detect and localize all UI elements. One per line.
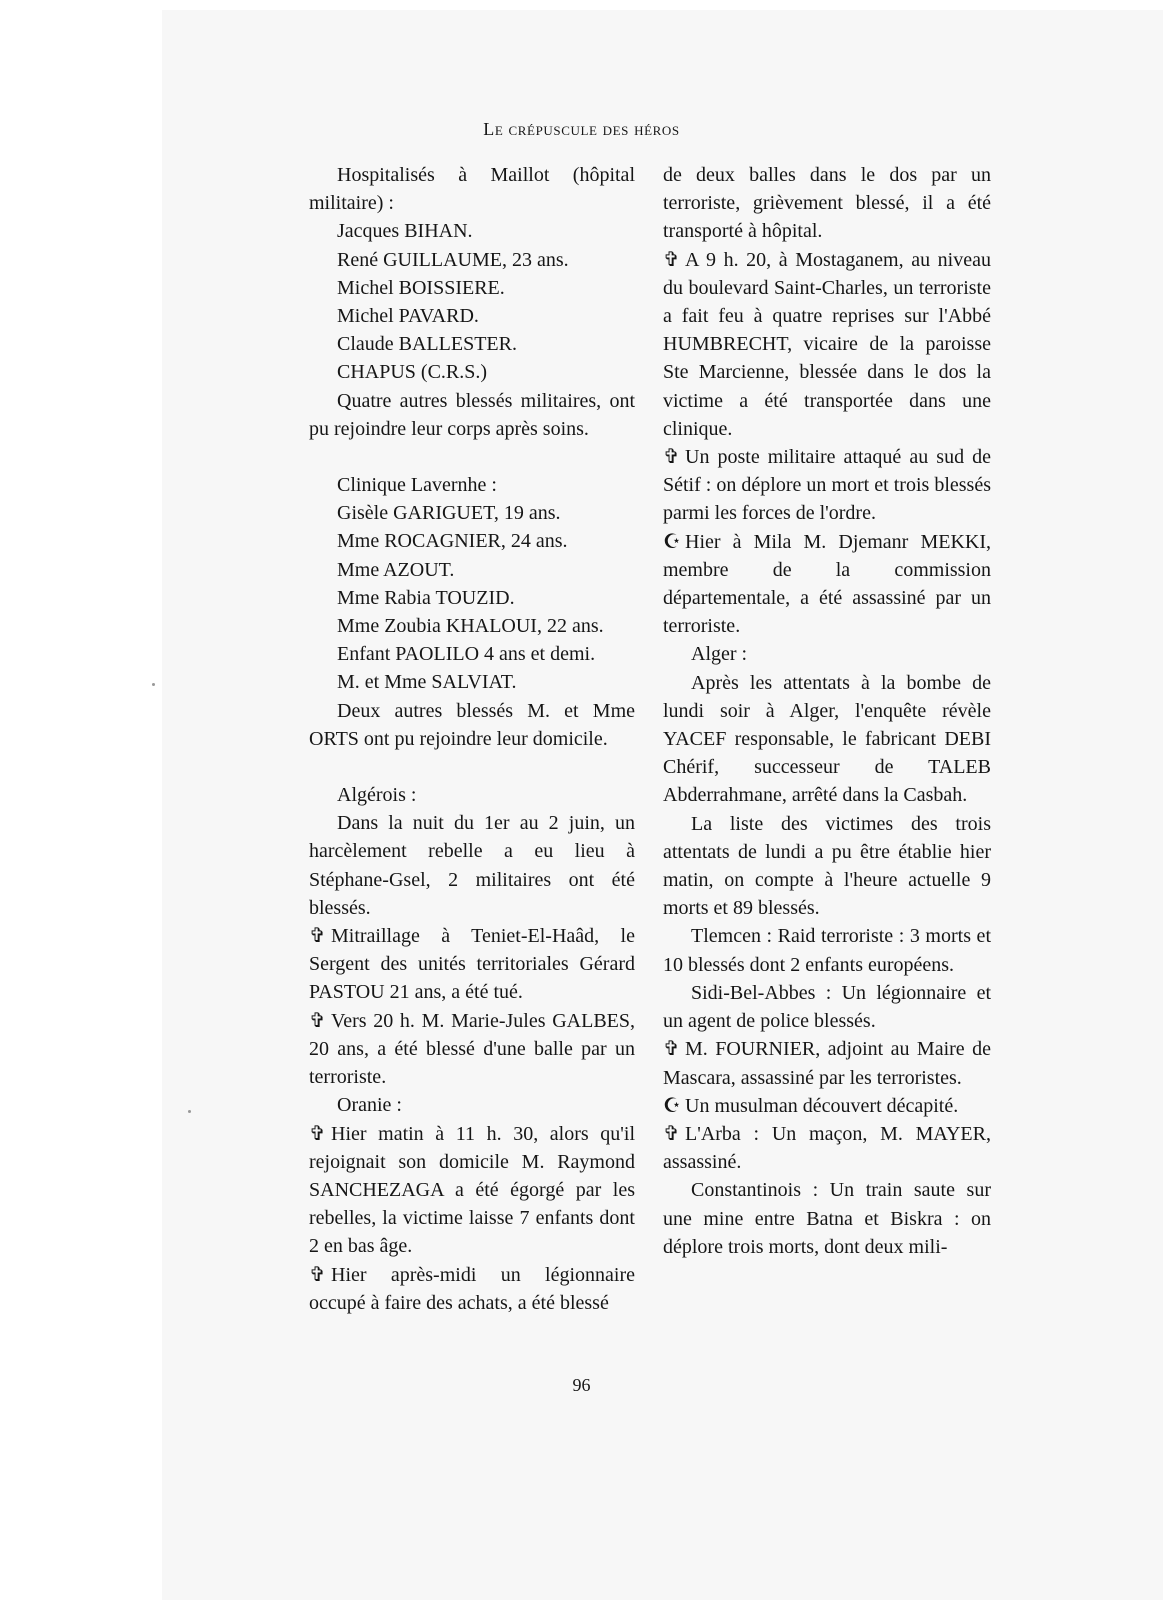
paragraph-text: A 9 h. 20, à Mostaganem, au niveau du boulevard Saint-Charles, un terroriste a fait feu à quatre reprises sur l'Abbé HUMBRECHT, vicaire de la paroisse Ste Marcienne, blessée dans le dos la victime a été transportée dans une clinique. bbox=[663, 248, 991, 440]
paragraph-text: René GUILLAUME, 23 ans. bbox=[337, 248, 569, 271]
paragraph-text: M. et Mme SALVIAT. bbox=[337, 671, 517, 694]
paragraph bbox=[309, 1007, 635, 1092]
crescent-icon: ☪ bbox=[663, 530, 681, 553]
paragraph bbox=[663, 161, 991, 246]
paragraph-text: Sidi-Bel-Abbes : Un légionnaire et un agent de police blessés. bbox=[663, 981, 991, 1033]
paragraph-text: Tlemcen : Raid terroriste : 3 morts et 10 blessés dont 2 enfants européens. bbox=[663, 925, 991, 976]
paragraph bbox=[309, 809, 635, 922]
paragraph-text: Constantinois : Un train saute sur une mine entre Batna et Biskra : on déplore trois morts, dont deux mili- bbox=[663, 1179, 991, 1258]
paragraph bbox=[663, 922, 991, 978]
paragraph-text: L'Arba : Un maçon, M. MAYER, assassiné. bbox=[663, 1122, 991, 1174]
paragraph bbox=[309, 358, 635, 386]
paragraph-text: Claude BALLESTER. bbox=[337, 333, 517, 356]
paragraph-text: CHAPUS (C.R.S.) bbox=[337, 361, 488, 384]
page-number: 96 bbox=[572, 1375, 591, 1395]
paragraph-text: Mme Zoubia KHALOUI, 22 ans. bbox=[337, 615, 604, 638]
paragraph-text: Michel PAVARD. bbox=[337, 305, 479, 328]
paragraph bbox=[663, 1035, 991, 1091]
paragraph bbox=[309, 584, 635, 612]
paragraph bbox=[309, 640, 635, 668]
paragraph bbox=[309, 471, 635, 499]
paragraph-text: Deux autres blessés M. et Mme ORTS ont pu rejoindre leur domicile. bbox=[309, 699, 635, 750]
paragraph bbox=[309, 302, 635, 330]
paragraph bbox=[663, 669, 991, 810]
paragraph bbox=[663, 640, 991, 668]
paragraph-text: Enfant PAOLILO 4 ans et demi. bbox=[337, 643, 596, 666]
paragraph bbox=[309, 697, 635, 753]
paragraph-text: Jacques BIHAN. bbox=[337, 220, 473, 243]
paragraph bbox=[663, 246, 991, 443]
cross-icon: ✞ bbox=[663, 1038, 680, 1061]
paragraph bbox=[309, 499, 635, 527]
paragraph-text: Hier après-midi un légionnaire occupé à faire des achats, a été blessé bbox=[309, 1263, 635, 1314]
scan-speck bbox=[188, 1110, 191, 1113]
paragraph-text: Gisèle GARIGUET, 19 ans. bbox=[337, 502, 561, 525]
paragraph bbox=[309, 527, 635, 555]
paragraph-text: La liste des victimes des trois attentats de lundi a pu être établie hier matin, on compte à l'heure actuelle 9 morts et 89 blessés. bbox=[663, 812, 991, 920]
paragraph bbox=[309, 274, 635, 302]
paragraph-text: M. FOURNIER, adjoint au Maire de Mascara, assassiné par les terroristes. bbox=[663, 1038, 991, 1089]
cross-icon: ✞ bbox=[663, 446, 680, 469]
paragraph-text: Dans la nuit du 1er au 2 juin, un harcèlement rebelle a eu lieu à Stéphane-Gsel, 2 militaires ont été blessés. bbox=[309, 812, 635, 919]
paragraph-text: Clinique Lavernhe : bbox=[337, 474, 497, 497]
paragraph-text: Hier matin à 11 h. 30, alors qu'il rejoignait son domicile M. Raymond SANCHEZAGA a été égorgé par les rebelles, la victime laisse 7 enfants dont 2 en bas âge. bbox=[309, 1122, 635, 1258]
right-column bbox=[663, 161, 991, 1261]
cross-icon: ✞ bbox=[309, 1263, 326, 1286]
left-column bbox=[309, 161, 635, 1317]
paragraph-text: Algérois : bbox=[337, 784, 417, 807]
paragraph-text: Hier à Mila M. Djemanr MEKKI, membre de la commission départementale, a été assassiné par un terroriste. bbox=[663, 530, 991, 638]
paragraph-text: Mme ROCAGNIER, 24 ans. bbox=[337, 530, 568, 553]
paragraph bbox=[309, 387, 635, 443]
paragraph bbox=[309, 922, 635, 1007]
paragraph-text: de deux balles dans le dos par un terroriste, grièvement blessé, il a été transporté à hôpital. bbox=[663, 164, 991, 243]
paragraph bbox=[309, 668, 635, 696]
paragraph-text: Quatre autres blessés militaires, ont pu rejoindre leur corps après soins. bbox=[309, 389, 635, 440]
crescent-icon: ☪ bbox=[663, 1094, 681, 1117]
paragraph bbox=[309, 556, 635, 584]
paragraph bbox=[663, 443, 991, 528]
paragraph bbox=[309, 161, 635, 217]
paragraph-text: Un poste militaire attaqué au sud de Sétif : on déplore un mort et trois blessés parmi les forces de l'ordre. bbox=[663, 446, 991, 525]
cross-icon: ✞ bbox=[309, 925, 326, 948]
paragraph-text: Oranie : bbox=[337, 1094, 402, 1117]
scan-speck bbox=[152, 683, 155, 686]
paragraph bbox=[309, 1120, 635, 1261]
paragraph bbox=[663, 979, 991, 1035]
paragraph bbox=[309, 1091, 635, 1119]
running-header: Le crépuscule des héros bbox=[483, 119, 680, 139]
paragraph bbox=[663, 1120, 991, 1176]
paragraph-text: Michel BOISSIERE. bbox=[337, 276, 505, 299]
paragraph-text: Mme Rabia TOUZID. bbox=[337, 586, 515, 609]
paragraph bbox=[309, 1261, 635, 1317]
paragraph-text: Vers 20 h. M. Marie-Jules GALBES, 20 ans, a été blessé d'une balle par un terroriste. bbox=[309, 1009, 635, 1089]
cross-icon: ✞ bbox=[663, 248, 680, 271]
cross-icon: ✞ bbox=[309, 1009, 326, 1032]
paragraph-text: Mitraillage à Teniet-El-Haâd, le Sergent des unités territoriales Gérard PASTOU 21 ans, a été tué. bbox=[309, 925, 635, 1004]
paragraph-text: Mme AZOUT. bbox=[337, 558, 455, 581]
paragraph bbox=[309, 246, 635, 274]
paragraph bbox=[663, 810, 991, 923]
paragraph-text: Hospitalisés à Maillot (hôpital militaire) : bbox=[309, 164, 635, 215]
cross-icon: ✞ bbox=[663, 1122, 680, 1145]
paragraph bbox=[309, 217, 635, 245]
paragraph bbox=[309, 330, 635, 358]
paragraph bbox=[309, 612, 635, 640]
paragraph bbox=[663, 1176, 991, 1261]
cross-icon: ✞ bbox=[309, 1122, 326, 1145]
paragraph-text: Après les attentats à la bombe de lundi soir à Alger, l'enquête révèle YACEF responsable, le fabricant DEBI Chérif, successeur de TALEB Abderrahmane, arrêté dans la Casbah. bbox=[663, 671, 991, 807]
paragraph bbox=[309, 781, 635, 809]
paragraph bbox=[663, 528, 991, 641]
paragraph-text: Alger : bbox=[691, 643, 748, 666]
paragraph bbox=[663, 1092, 991, 1120]
paragraph-text: Un musulman découvert décapité. bbox=[685, 1094, 959, 1117]
